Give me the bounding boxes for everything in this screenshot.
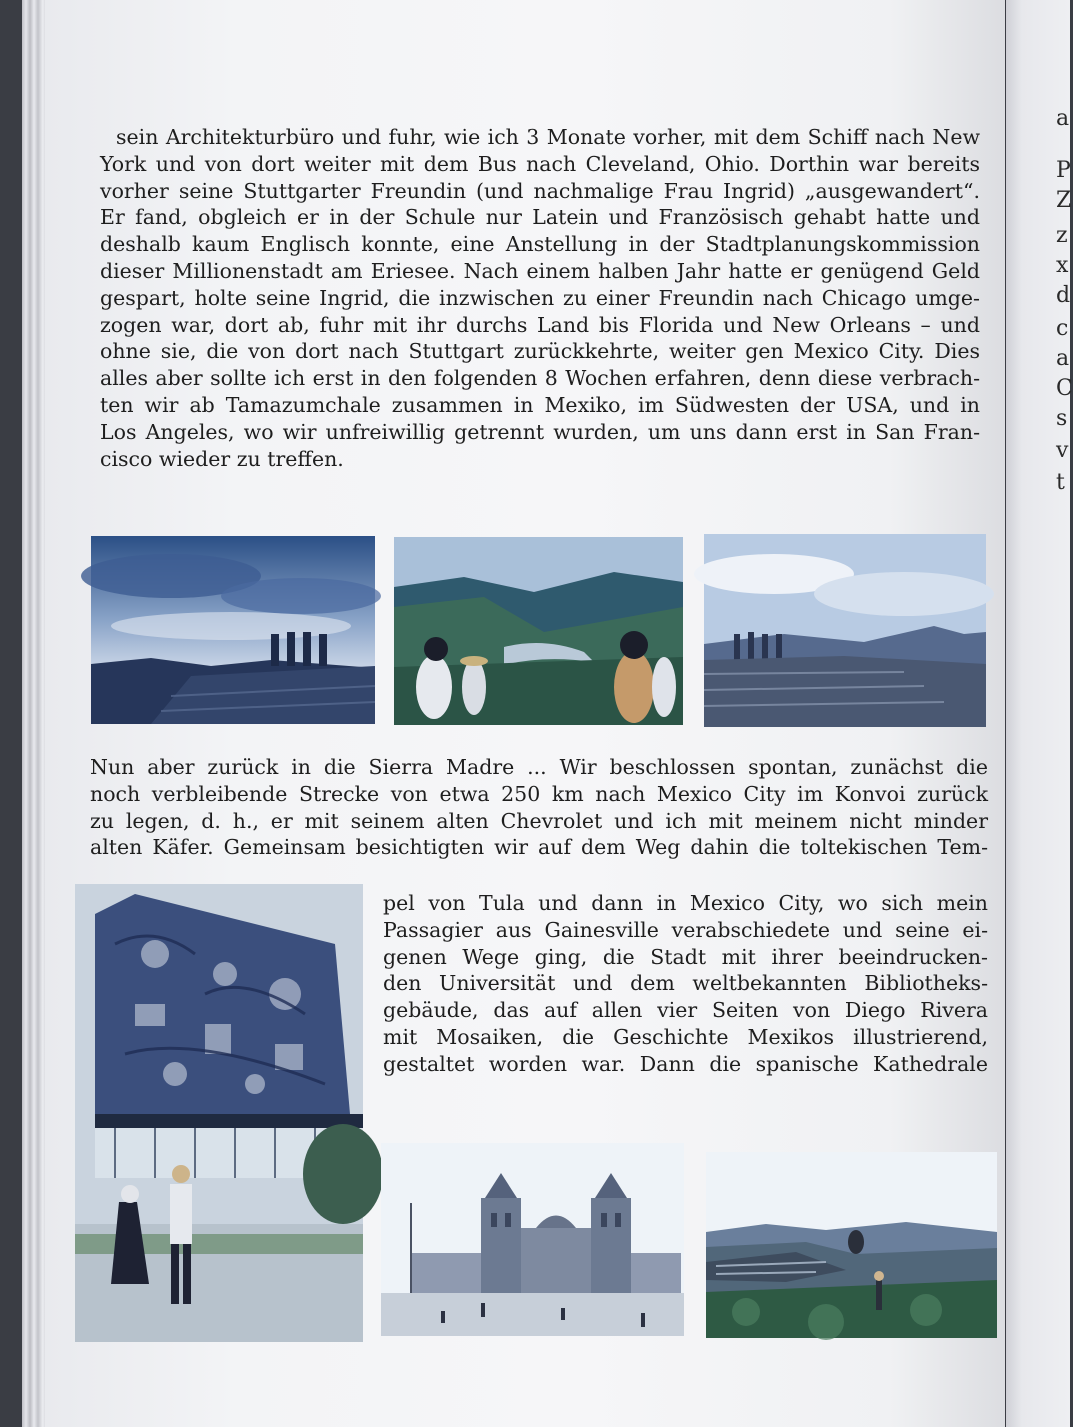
- text-line: genen Wege ging, die Stadt mit ihrer beeindrucken-: [383, 944, 988, 969]
- text-line: Nun aber zurück in die Sierra Madre ... Wir beschlossen spontan, zunächst die: [90, 755, 988, 779]
- text-line: Passagier aus Gainesville verabschiedete und seine ei-: [383, 917, 988, 942]
- text-line: deshalb kaum Englisch konnte, eine Anstellung in der Stadtplanungskommission: [100, 232, 980, 257]
- next-page-edge: [1006, 0, 1073, 1427]
- next-page-letter: z: [1056, 223, 1068, 248]
- text-line: zu legen, d. h., er mit seinem alten Chevrolet und ich mit meinem nicht minder: [90, 808, 988, 833]
- next-page-letter: d: [1056, 283, 1071, 308]
- photo-ruins-field: [706, 1152, 997, 1338]
- next-page-letter: x: [1056, 253, 1069, 278]
- paragraph-side: [383, 890, 988, 1078]
- text-line: gestaltet worden war. Dann die spanische Kathedrale: [383, 1051, 988, 1076]
- text-line: vorher seine Stuttgarter Freundin (und nachmalige Frau Ingrid) „ausgewandert“.: [100, 178, 980, 203]
- text-line: Los Angeles, wo wir unfreiwillig getrennt wurden, um uns dann erst in San Fran-: [100, 419, 980, 444]
- text-line: gespart, holte seine Ingrid, die inzwischen zu einer Freundin nach Chicago umge-: [100, 285, 980, 310]
- photo-cathedral: [381, 1143, 684, 1336]
- next-page-letter: v: [1056, 438, 1069, 463]
- text-line: York und von dort weiter mit dem Bus nach Cleveland, Ohio. Dorthin war bereits: [100, 151, 980, 176]
- text-line: alles aber sollte ich erst in den folgenden 8 Wochen erfahren, denn diese verbrach-: [100, 366, 980, 391]
- photo-tula-pyramid: [704, 534, 986, 727]
- text-line: dieser Millionenstadt am Eriesee. Nach einem halben Jahr hatte er genügend Geld: [100, 258, 980, 283]
- text-line: ohne sie, die von dort nach Stuttgart zurückkehrte, weiter gen Mexico City. Dies: [100, 339, 980, 364]
- text-line: pel von Tula und dann in Mexico City, wo sich mein: [383, 891, 988, 915]
- next-page-letter: t: [1056, 470, 1065, 495]
- next-page-letter: C: [1056, 376, 1073, 401]
- paragraph-middle: [90, 754, 988, 861]
- text-line: ten wir ab Tamazumchale zusammen in Mexiko, im Südwesten der USA, und in: [100, 392, 980, 417]
- text-line: noch verbleibende Strecke von etwa 250 km nach Mexico City im Konvoi zurück: [90, 781, 988, 806]
- text-line: cisco wieder zu treffen.: [100, 446, 344, 471]
- next-page-letter: s: [1056, 406, 1068, 431]
- paragraph-top: [100, 124, 980, 472]
- text-line: den Universität und dem weltbekannten Bibliotheks-: [383, 971, 988, 996]
- next-page-letter: a: [1056, 346, 1070, 371]
- next-page-letter: c: [1056, 316, 1069, 341]
- next-page-letter: P: [1056, 158, 1071, 183]
- text-line: sein Architekturbüro und fuhr, wie ich 3 Monate vorher, mit dem Schiff nach New: [116, 125, 980, 149]
- text-line: mit Mosaiken, die Geschichte Mexikos illustrierend,: [383, 1024, 988, 1049]
- photo-cloudy-ruins: [91, 536, 375, 724]
- text-line: Er fand, obgleich er in der Schule nur Latein und Französisch gehabt hatte und: [100, 205, 980, 230]
- next-page-letter: a: [1056, 106, 1070, 131]
- text-line: alten Käfer. Gemeinsam besichtigten wir auf dem Weg dahin die toltekischen Tem-: [90, 835, 988, 860]
- text-line: zogen war, dort ab, fuhr mit ihr durchs Land bis Florida und New Orleans – und: [100, 312, 980, 337]
- next-page-letter: Z: [1056, 188, 1072, 213]
- photo-valley-women: [394, 537, 683, 725]
- photo-library-mosaic: [75, 884, 363, 1342]
- text-line: gebäude, das auf allen vier Seiten von Diego Rivera: [383, 998, 988, 1023]
